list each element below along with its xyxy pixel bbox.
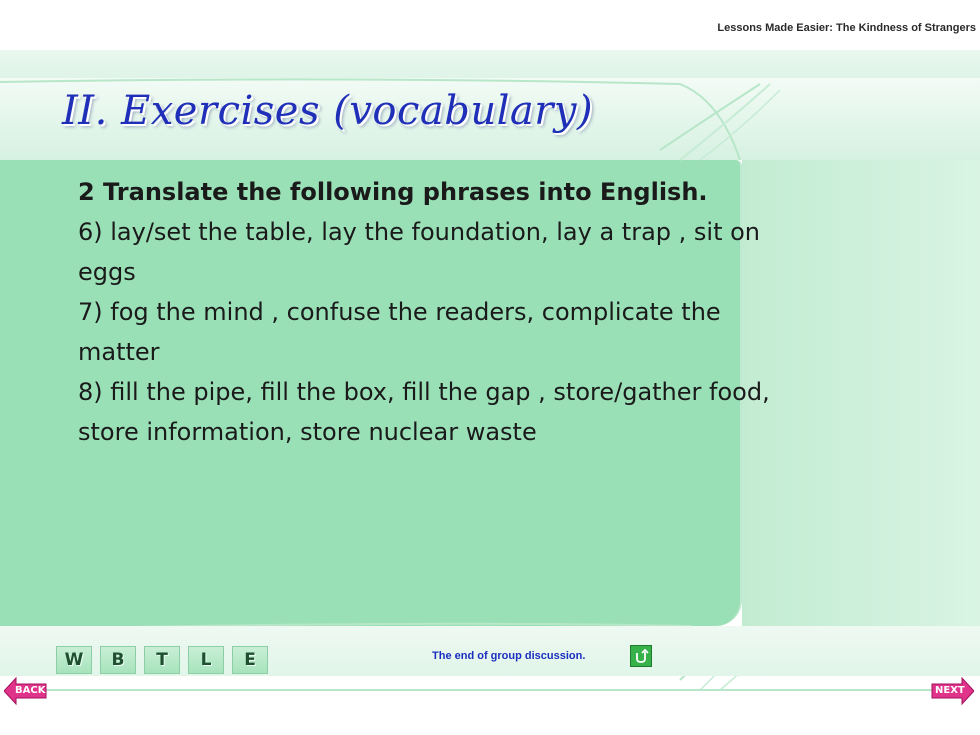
exercise-line: 8) fill the pipe, fill the box, fill the gap , store/gather food, <box>78 378 770 406</box>
next-button[interactable] <box>930 676 974 706</box>
back-label: BACK <box>15 685 46 696</box>
lesson-header: Lessons Made Easier: The Kindness of Strangers <box>717 22 976 34</box>
exercise-line: matter <box>78 338 160 366</box>
exercise-line: 7) fog the mind , confuse the readers, complicate the <box>78 298 721 326</box>
end-of-discussion-text: The end of group discussion. <box>432 650 586 662</box>
exercise-line: store information, store nuclear waste <box>78 418 537 446</box>
return-icon <box>633 648 649 664</box>
nav-button-b[interactable]: B <box>100 646 136 674</box>
page-title: II. Exercises (vocabulary) <box>62 88 594 134</box>
back-button[interactable] <box>4 676 48 706</box>
exercise-line: eggs <box>78 258 136 286</box>
exercise-line: 6) lay/set the table, lay the foundation, lay a trap , sit on <box>78 218 760 246</box>
return-button[interactable] <box>630 645 652 667</box>
nav-button-t[interactable]: T <box>144 646 180 674</box>
nav-button-w[interactable]: W <box>56 646 92 674</box>
exercise-heading: 2 Translate the following phrases into English. <box>78 178 708 206</box>
header-band <box>0 50 980 78</box>
next-label: NEXT <box>935 685 965 696</box>
section-nav <box>56 646 268 674</box>
exercise-content <box>78 172 898 452</box>
nav-button-l[interactable]: L <box>188 646 224 674</box>
nav-button-e[interactable]: E <box>232 646 268 674</box>
